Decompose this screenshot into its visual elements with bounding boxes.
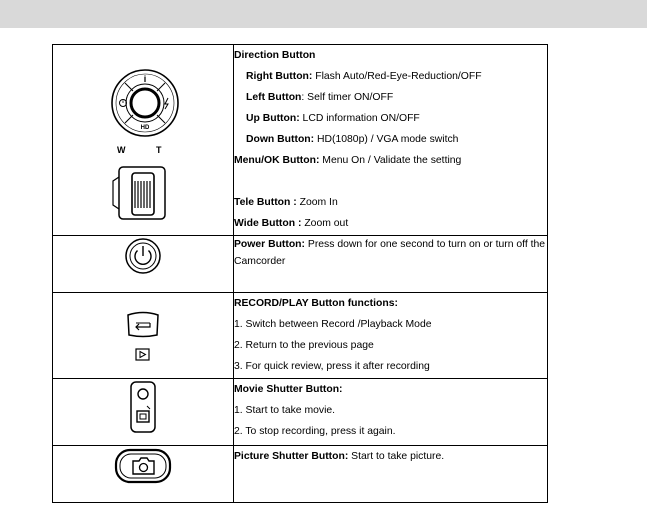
wide-label: W [117, 145, 126, 155]
tele-label: T [156, 145, 162, 155]
table-row [53, 45, 548, 236]
description-cell [234, 293, 548, 379]
table-row [53, 293, 548, 379]
button-function-table [52, 44, 548, 503]
icon-cell [53, 379, 234, 446]
page-header-bar [0, 0, 647, 28]
down-button-line: Down Button: HD(1080p) / VGA mode switch [246, 134, 459, 145]
table-row [53, 236, 548, 293]
icon-cell [53, 45, 234, 236]
description-cell [234, 379, 548, 446]
menu-button-line: Menu/OK Button: Menu On / Validate the setting [234, 155, 462, 166]
movie-shutter-heading: Movie Shutter Button: [234, 384, 343, 395]
picture-shutter-description: Picture Shutter Button: Start to take picture. [234, 451, 445, 462]
description-cell [234, 446, 548, 503]
table-row [53, 446, 548, 503]
record-play-line: 1. Switch between Record /Playback Mode [234, 319, 432, 330]
camera-icon [113, 446, 173, 486]
wide-button-line: Wide Button : Zoom out [234, 218, 349, 229]
icon-cell [53, 236, 234, 293]
description-cell [234, 45, 548, 236]
description-cell [234, 236, 548, 293]
table-row [53, 379, 548, 446]
record-play-heading: RECORD/PLAY Button functions: [234, 298, 398, 309]
direction-heading: Direction Button [234, 50, 316, 61]
return-icon [128, 313, 158, 337]
left-button-line: Left Button: Self timer ON/OFF [246, 92, 394, 103]
play-icon [136, 349, 149, 360]
up-button-line: Up Button: LCD information ON/OFF [246, 113, 420, 124]
icon-cell [53, 446, 234, 503]
direction-pad-icon [112, 70, 178, 136]
dpad-hd-label: HD [140, 125, 150, 131]
movie-shutter-line: 2. To stop recording, press it again. [234, 426, 396, 437]
movie-shutter-icon [128, 379, 158, 435]
icon-cell [53, 293, 234, 379]
record-play-line: 3. For quick review, press it after recording [234, 361, 430, 372]
power-button-description: Power Button: Press down for one second to turn on or turn off the Camcorder [234, 239, 546, 267]
record-play-line: 2. Return to the previous page [234, 340, 374, 351]
zoom-lever-icon [113, 167, 165, 219]
power-icon [123, 236, 163, 276]
tele-button-line: Tele Button : Zoom In [234, 197, 338, 208]
movie-shutter-line: 1. Start to take movie. [234, 405, 336, 416]
svg-text:i: i [143, 74, 147, 84]
right-button-line: Right Button: Flash Auto/Red-Eye-Reduction/OFF [246, 71, 482, 82]
